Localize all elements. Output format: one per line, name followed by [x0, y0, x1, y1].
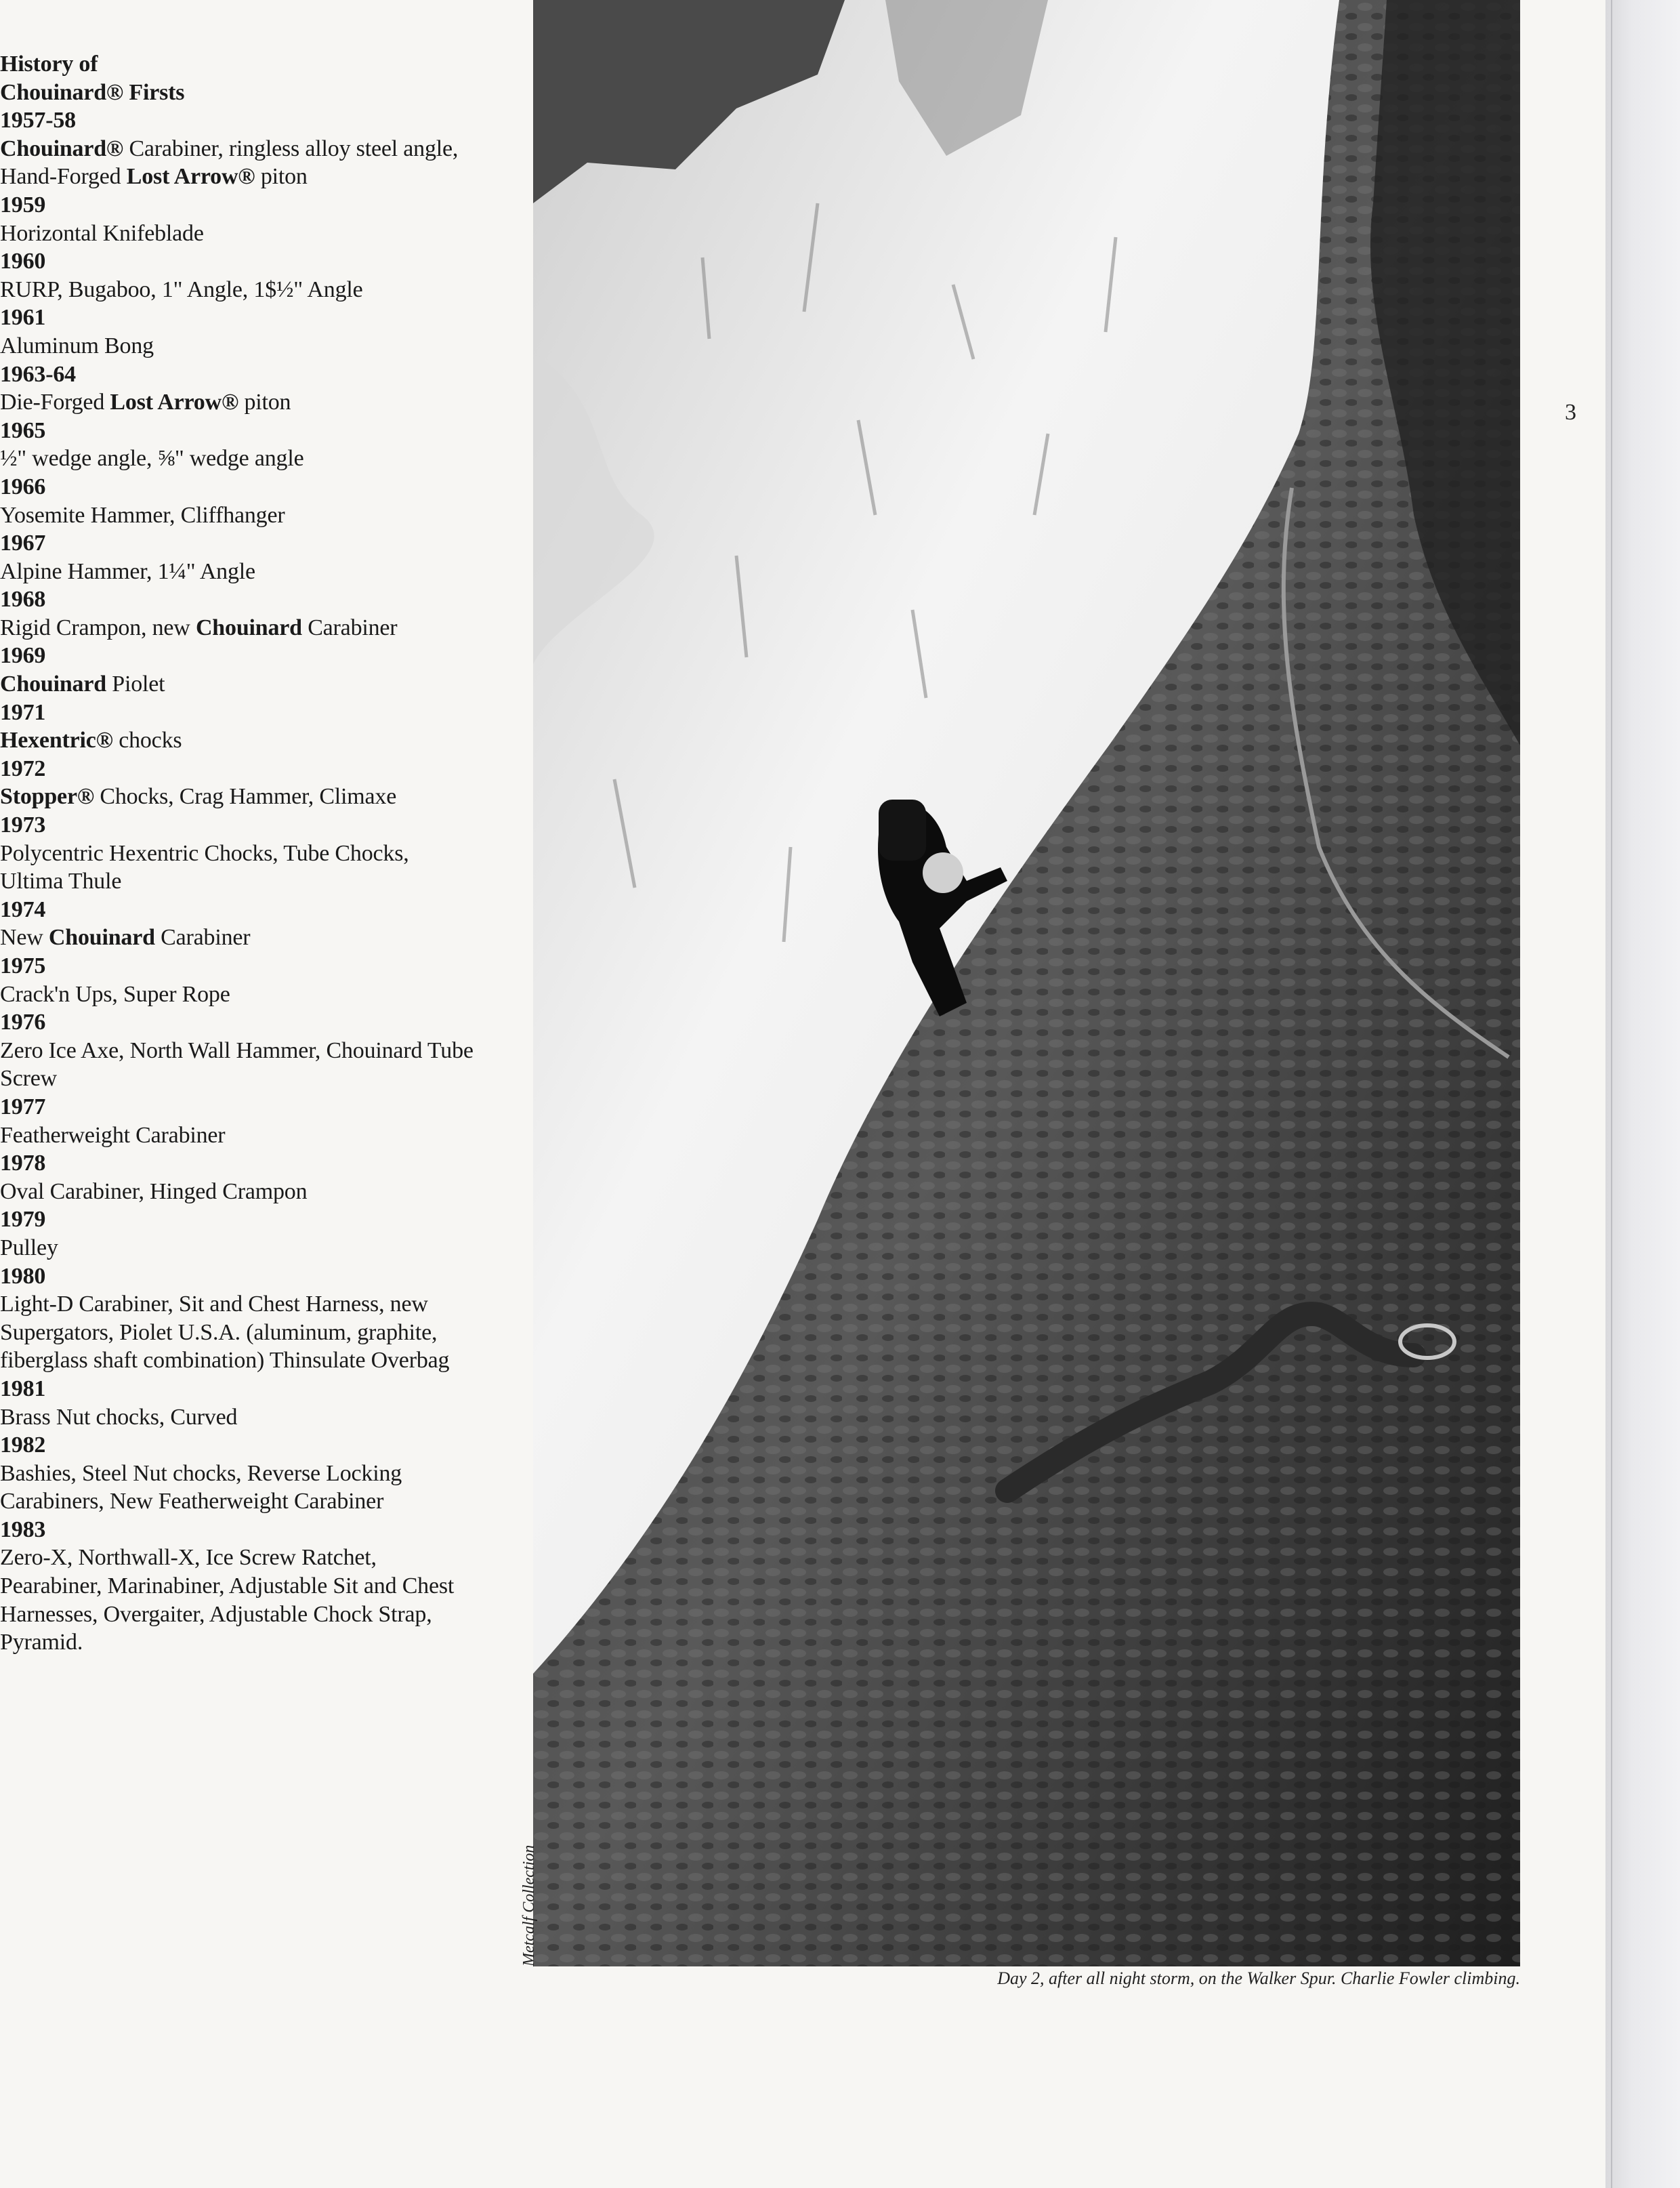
entry-items: New Chouinard Carabiner — [0, 925, 251, 951]
history-entry — [0, 699, 474, 755]
entry-items: Zero Ice Axe, North Wall Hammer, Chouinard Tube Screw — [0, 1037, 474, 1092]
history-sidebar — [0, 50, 474, 1657]
history-entry — [0, 811, 474, 896]
entry-year: 1983 — [0, 1516, 46, 1542]
entry-items: Rigid Crampon, new Chouinard Carabiner — [0, 615, 398, 640]
entry-year: 1968 — [0, 587, 46, 613]
history-entry — [0, 952, 474, 1008]
entry-year: 1975 — [0, 953, 46, 978]
entry-year: 1978 — [0, 1151, 46, 1176]
entry-items: Yosemite Hammer, Cliffhanger — [0, 502, 285, 528]
entry-year: 1973 — [0, 812, 46, 838]
page-edge-line — [1611, 0, 1612, 2188]
entry-year: 1966 — [0, 474, 46, 499]
climbing-photo — [533, 0, 1520, 1966]
entry-items: Die-Forged Lost Arrow® piton — [0, 390, 291, 415]
entry-year: 1963-64 — [0, 361, 76, 387]
entry-items: ½" wedge angle, ⅝" wedge angle — [0, 446, 304, 472]
entry-year: 1977 — [0, 1094, 46, 1119]
history-entry — [0, 1375, 474, 1431]
photo-caption: Day 2, after all night storm, on the Walker Spur. Charlie Fowler climbing. — [997, 1968, 1520, 1988]
history-entry — [0, 304, 474, 360]
entry-year: 1957-58 — [0, 108, 76, 133]
history-entries — [0, 106, 474, 1657]
history-entry — [0, 755, 474, 811]
page-number: 3 — [1565, 400, 1576, 425]
entry-year: 1974 — [0, 896, 46, 922]
entry-items: Light-D Carabiner, Sit and Chest Harness, new Supergators, Piolet U.S.A. (aluminum, graphite, fiberglass shaft combination) Thinsulate Overbag — [0, 1292, 450, 1374]
entry-items: Zero-X, Northwall-X, Ice Screw Ratchet, Pearabiner, Marinabiner, Adjustable Sit and Chest Harnesses, Overgaiter, Adjustable Chock Strap, Pyramid. — [0, 1545, 455, 1655]
history-entry — [0, 1516, 474, 1657]
sidebar-heading-line1: History of — [0, 51, 98, 77]
history-entry — [0, 106, 474, 191]
entry-year: 1967 — [0, 531, 46, 556]
entry-year: 1981 — [0, 1376, 46, 1401]
entry-year: 1965 — [0, 417, 46, 443]
history-entry — [0, 360, 474, 417]
entry-year: 1980 — [0, 1263, 46, 1289]
entry-items: Chouinard® Carabiner, ringless alloy steel angle, Hand-Forged Lost Arrow® piton — [0, 136, 459, 190]
history-entry — [0, 896, 474, 952]
entry-items: Chouinard Piolet — [0, 672, 165, 697]
entry-year: 1976 — [0, 1010, 46, 1035]
entry-year: 1959 — [0, 192, 46, 218]
entry-items: Hexentric® chocks — [0, 728, 182, 754]
history-entry — [0, 585, 474, 642]
entry-year: 1960 — [0, 249, 46, 274]
entry-items: Horizontal Knifeblade — [0, 220, 204, 246]
history-entry — [0, 1205, 474, 1262]
entry-items: Brass Nut chocks, Curved — [0, 1404, 238, 1430]
entry-items: Crack'n Ups, Super Rope — [0, 981, 230, 1007]
entry-items: Bashies, Steel Nut chocks, Reverse Locking Carabiners, New Featherweight Carabiner — [0, 1460, 402, 1514]
history-entry — [0, 1431, 474, 1516]
entry-year: 1979 — [0, 1207, 46, 1233]
entry-items: Pulley — [0, 1235, 58, 1260]
history-entry — [0, 1262, 474, 1375]
sidebar-heading-line2: Chouinard® Firsts — [0, 79, 185, 105]
entry-year: 1969 — [0, 643, 46, 669]
history-entry — [0, 1149, 474, 1205]
entry-year: 1971 — [0, 699, 46, 725]
history-entry — [0, 417, 474, 473]
page-edge — [1605, 0, 1680, 2188]
photo-credit: Metcalf Collection — [520, 1844, 538, 1966]
entry-items: Oval Carabiner, Hinged Crampon — [0, 1178, 308, 1204]
history-entry — [0, 247, 474, 304]
entry-items: Alpine Hammer, 1¼" Angle — [0, 558, 255, 584]
entry-items: Aluminum Bong — [0, 333, 154, 358]
history-entry — [0, 473, 474, 529]
history-entry — [0, 642, 474, 698]
history-entry — [0, 1008, 474, 1093]
climbing-photo-image — [533, 0, 1520, 1966]
entry-items: Polycentric Hexentric Chocks, Tube Chocks, Ultima Thule — [0, 840, 409, 894]
history-entry — [0, 529, 474, 585]
history-entry — [0, 1093, 474, 1149]
entry-year: 1961 — [0, 305, 46, 331]
entry-year: 1982 — [0, 1432, 46, 1458]
entry-year: 1972 — [0, 756, 46, 781]
entry-items: Featherweight Carabiner — [0, 1122, 226, 1148]
entry-items: Stopper® Chocks, Crag Hammer, Climaxe — [0, 784, 397, 810]
entry-items: RURP, Bugaboo, 1" Angle, 1$½" Angle — [0, 276, 363, 302]
history-entry — [0, 191, 474, 247]
